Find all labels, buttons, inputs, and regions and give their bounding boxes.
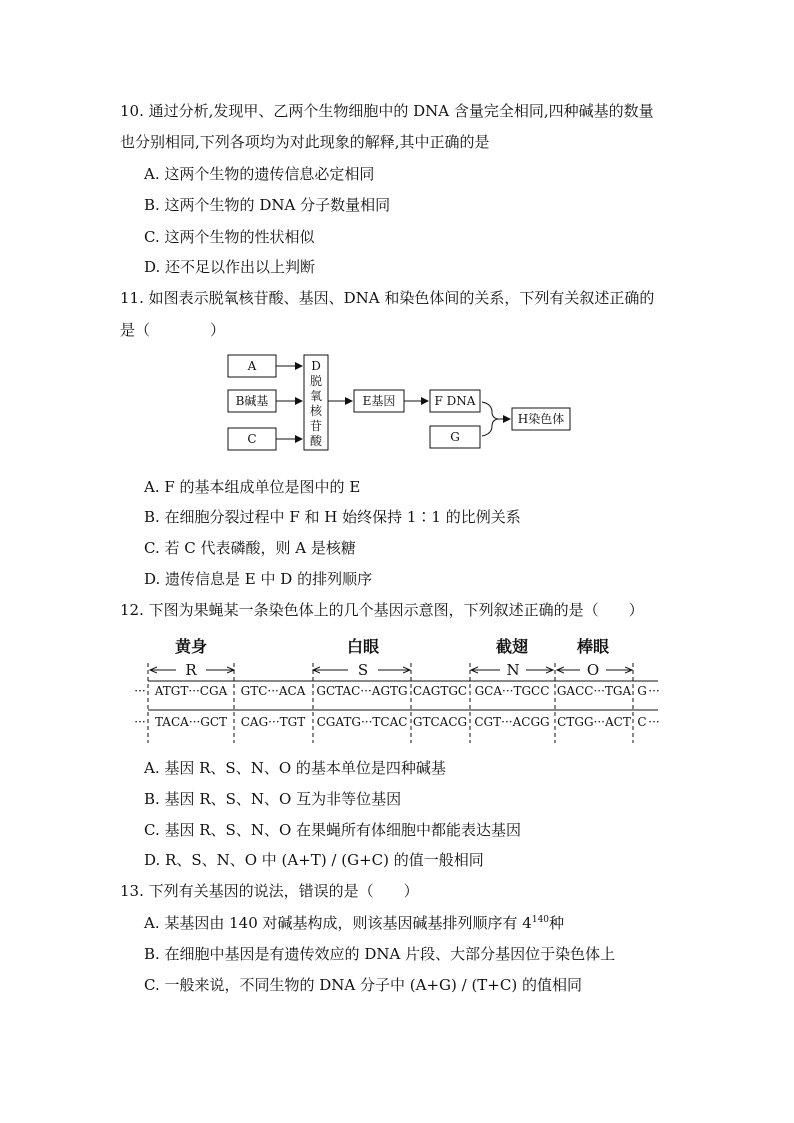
top-seq-s: GCTAC···AGTG: [316, 684, 408, 698]
bottom-seq-spacer1: CAG···TGT: [240, 715, 306, 729]
q13-option-a: [144, 913, 564, 933]
trait-cut-wing: 截翅: [495, 637, 529, 656]
box-h-label: H染色体: [517, 412, 565, 426]
strand-ellipsis: ···: [648, 684, 660, 698]
bottom-seq-r: TACA···GCT: [154, 715, 228, 729]
q11-option-b: B. 在细胞分裂过程中 F 和 H 始终保持 1∶1 的比例关系: [144, 508, 521, 526]
q10-option-d: D. 还不足以作出以上判断: [144, 258, 316, 276]
q12-option-c: C. 基因 R、S、N、O 在果蝇所有体细胞中都能表达基因: [144, 821, 522, 839]
strand-ellipsis: ···: [648, 715, 660, 729]
q12-option-b: B. 基因 R、S、N、O 互为非等位基因: [144, 790, 402, 808]
q11-stem-line2: 是（ ）: [120, 321, 226, 339]
box-d-char: D: [311, 359, 321, 373]
box-d-char: 苷: [309, 419, 323, 433]
q11-stem-line1: 11. 如图表示脱氧核苷酸、基因、DNA 和染色体间的关系，下列有关叙述正确的: [120, 289, 655, 307]
q13-option-b: B. 在细胞中基因是有遗传效应的 DNA 片段、大部分基因位于染色体上: [144, 945, 616, 963]
top-seq-spacer1: GTC···ACA: [240, 684, 306, 698]
q12-option-d: D. R、S、N、O 中 (A+T) / (G+C) 的值一般相同: [144, 851, 484, 869]
box-c-label: C: [247, 432, 257, 446]
bottom-seq-end: C: [637, 715, 647, 729]
box-e-label: E基因: [362, 394, 396, 408]
top-seq-r: ATGT···CGA: [154, 684, 228, 698]
q13-option-c: C. 一般来说，不同生物的 DNA 分子中 (A+G) / (T+C) 的值相同: [144, 976, 582, 994]
top-seq-n: GCA···TGCC: [474, 684, 550, 698]
box-d-char: 脱: [309, 374, 323, 388]
q11-option-c: C. 若 C 代表磷酸，则 A 是核糖: [144, 539, 356, 557]
q10-option-a: A. 这两个生物的遗传信息必定相同: [144, 165, 375, 183]
box-f-label: F DNA: [434, 394, 476, 408]
q13-stem-line1: 13. 下列有关基因的说法，错误的是（ ）: [120, 882, 419, 900]
q13-option-a-text: A. 某基因由 140 对碱基构成，则该基因碱基排列顺序有 4: [144, 914, 532, 932]
bottom-seq-s: CGATG···TCAC: [316, 715, 408, 729]
q13-option-a-suffix: 种: [549, 914, 565, 932]
trait-bar-eye: 棒眼: [576, 637, 610, 656]
q12-stem-line1: 12. 下图为果蝇某一条染色体上的几个基因示意图，下列叙述正确的是（ ）: [120, 601, 644, 619]
q12-option-a: A. 基因 R、S、N、O 的基本单位是四种碱基: [144, 759, 446, 777]
q11-diagram: [0, 0, 794, 470]
q12-gene-diagram: [0, 625, 794, 750]
q10-stem-line2: 也分别相同,下列各项均为对此现象的解释,其中正确的是: [120, 133, 490, 151]
box-b-label: B碱基: [235, 394, 269, 408]
bottom-seq-spacer2: GTCACG: [412, 715, 468, 729]
trait-yellow-body: 黄身: [174, 637, 208, 656]
strand-ellipsis: ···: [134, 684, 146, 698]
strand-ellipsis: ···: [134, 715, 146, 729]
q10-stem-line1: 10. 通过分析,发现甲、乙两个生物细胞中的 DNA 含量完全相同,四种碱基的数量: [120, 102, 654, 120]
gene-n: N: [506, 661, 520, 679]
top-seq-o: GACC···TGA: [556, 684, 632, 698]
q10-option-b: B. 这两个生物的 DNA 分子数量相同: [144, 196, 391, 214]
bottom-seq-n: CGT···ACGG: [474, 715, 550, 729]
gene-r: R: [185, 661, 197, 679]
box-g-label: G: [450, 430, 460, 444]
q13-option-a-superscript: 140: [531, 915, 550, 925]
box-a-label: A: [247, 359, 257, 373]
top-seq-end: G: [637, 684, 647, 698]
q11-option-a: A. F 的基本组成单位是图中的 E: [144, 478, 361, 496]
box-d-char: 核: [309, 404, 323, 418]
q11-option-d: D. 遗传信息是 E 中 D 的排列顺序: [144, 570, 373, 588]
q10-option-c: C. 这两个生物的性状相似: [144, 228, 315, 246]
top-seq-spacer2: CAGTGC: [412, 684, 468, 698]
gene-s: S: [357, 661, 369, 679]
gene-o: O: [586, 661, 600, 679]
bottom-seq-o: CTGG···ACT: [557, 715, 631, 729]
box-d-char: 氧: [309, 389, 323, 403]
box-d-char: 酸: [309, 434, 323, 448]
brace-f-g: [482, 402, 498, 436]
trait-white-eye: 白眼: [346, 637, 380, 656]
